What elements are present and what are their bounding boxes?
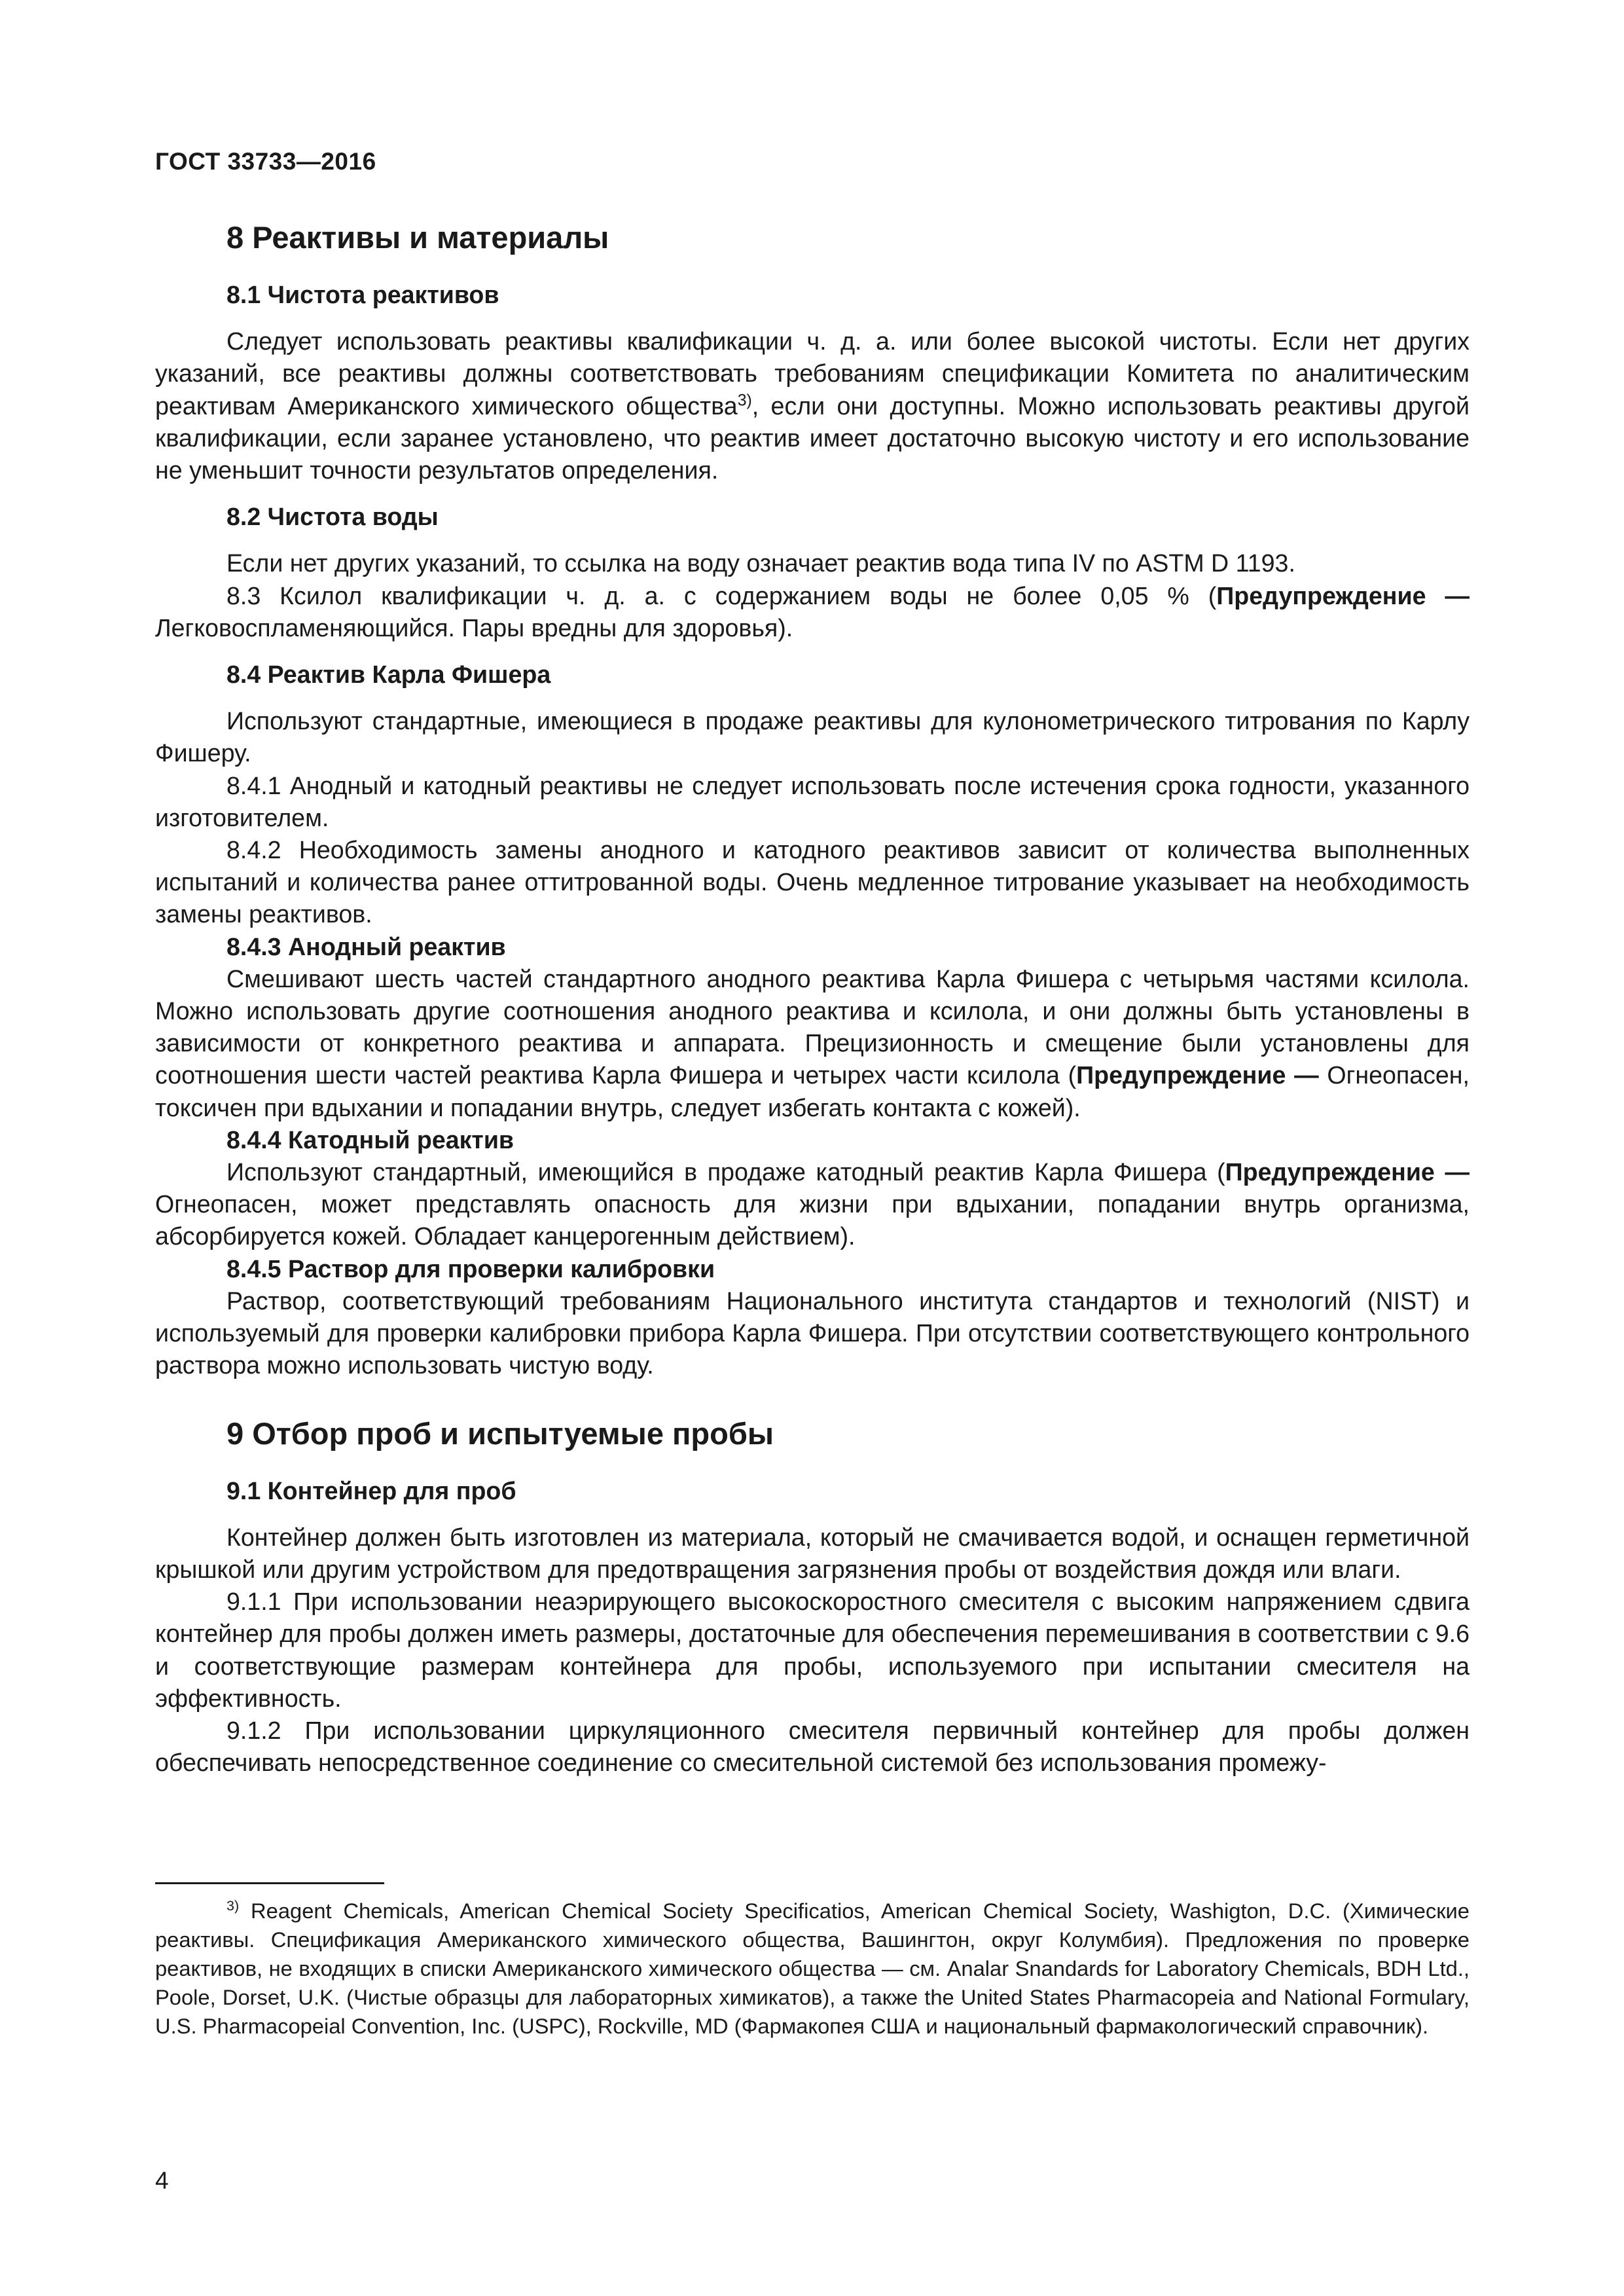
section-8-4-4-warning: Предупреждение — [1225,1158,1470,1186]
section-8-1-text-a: Следует использовать реактивы квалификации ч. д. а. или более высокой чистоты. Если нет других указаний, все реактивы должны соответствовать требованиям спецификации Комитета по аналитическим реактивам Американского химического общества [155,327,1470,420]
section-9-1-1-paragraph: 9.1.1 При использовании неаэрирующего высокоскоростного смесителя с высоким напряжением сдвига контейнер для пробы должен иметь размеры, достаточные для обеспечения перемешивания в соответствии с 9.6 и соответствующие размерам контейнера для пробы, используемого при испытании смесителя на эффективность. [155,1588,1470,1712]
section-8-3-text-a: 8.3 Ксилол квалификации ч. д. а. с содержанием воды не более 0,05 % ( [226,581,1217,610]
section-8-4-3-text-a: Смешивают шесть частей стандартного анодного реактива Карла Фишера с четырьмя частями ксилола. Можно использовать другие соотношения анодного реактива и ксилола, и они должны быть установлены в зависимости от конкретного реактива и аппарата. Прецизионность и смещение были установлены для соотношения шести частей реактива Карла Фишера и четырех части ксилола ( [155,964,1470,1089]
section-8-4-1-paragraph: 8.4.1 Анодный и катодный реактивы не следует использовать после истечения срока годности, указанного изготовителем. [155,771,1470,831]
section-8-4-5-title: 8.4.5 Раствор для проверки калибровки [226,1254,715,1283]
footnote [155,1897,1470,2041]
section-8-3-paragraph [155,580,1470,644]
section-9-1-title: 9.1 Контейнер для проб [226,1476,516,1504]
section-8-4-4-text-b: Огнеопасен, может представлять опасность для жизни при вдыхании, попадании внутрь организма, абсорбируется кожей. Обладает канцерогенным действием). [155,1190,1470,1250]
document-body [155,216,1470,1779]
section-8-title: 8 Реактивы и материалы [226,220,609,255]
section-8-4-4-paragraph [155,1156,1470,1253]
section-8-3-warning: Предупреждение — [1216,581,1470,610]
section-9-title: 9 Отбор проб и испытуемые пробы [226,1415,774,1451]
document-code: ГОСТ 33733—2016 [155,148,376,175]
section-8-1-text-b: , если они доступны. Можно использовать реактивы другой квалификации, если заранее установлено, что реактив имеет достаточно высокую чистоту и его использование не уменьшит точности результатов определения. [155,392,1470,484]
section-8-2-title: 8.2 Чистота воды [226,503,439,531]
section-8-4-2-paragraph: 8.4.2 Необходимость замены анодного и катодного реактивов зависит от количества выполненных испытаний и количества ранее оттитрованной воды. Очень медленное титрование указывает на необходимость замены реактивов. [155,836,1470,928]
section-8-4-paragraph: Используют стандартные, имеющиеся в продаже реактивы для кулонометрического титрования по Карлу Фишеру. [155,707,1470,767]
footnote-ref-mark[interactable]: 3) [737,392,752,410]
section-8-2-paragraph: Если нет других указаний, то ссылка на воду означает реактив вода типа IV по ASTM D 1193. [226,549,1295,577]
section-9-1-paragraph: Контейнер должен быть изготовлен из материала, который не смачивается водой, и оснащен герметичной крышкой или другим устройством для предотвращения загрязнения пробы от воздействия дождя или влаги. [155,1523,1470,1583]
footnote-text: Reagent Chemicals, American Chemical Society Specificatios, American Chemical Society, Washigton, D.C. (Химические реактивы. Спецификация Американского химического общества, Вашингтон, округ Колумбия). Предложения по проверке реактивов, не входящих в списки Американского химического общества — см. Analar Snandards for Laboratory Chemicals, BDH Ltd., Poole, Dorset, U.K. (Чистые образцы для лабораторных химикатов), а также the United States Pharmacopeia and National Formulary, U.S. Pharmacopeial Convention, Inc. (USPC), Rockville, MD (Фармакопея США и национальный фармакологический справочник). [155,1899,1470,2038]
section-8-3-text-b: Легковоспламеняющийся. Пары вредны для здоровья). [155,613,793,642]
section-8-4-5-paragraph: Раствор, соответствующий требованиям Национального института стандартов и технологий (NIST) и используемый для проверки калибровки прибора Карла Фишера. При отсутствии соответствующего контрольного раствора можно использовать чистую воду. [155,1286,1470,1379]
footnote-divider [155,1882,384,1884]
section-8-4-title: 8.4 Реактив Карла Фишера [226,661,551,689]
section-8-4-3-warning: Предупреждение — [1076,1061,1319,1089]
page-number: 4 [155,2167,169,2194]
footnote-mark: 3) [226,1897,240,1914]
section-8-4-3-title: 8.4.3 Анодный реактив [226,932,506,960]
section-8-1-paragraph [155,325,1470,486]
section-8-4-4-title: 8.4.4 Катодный реактив [226,1125,514,1154]
section-8-4-3-paragraph [155,963,1470,1124]
section-8-4-4-text-a: Используют стандартный, имеющийся в продаже катодный реактив Карла Фишера ( [226,1158,1225,1186]
section-8-1-title: 8.1 Чистота реактивов [226,281,499,308]
section-8-4-3-text-b: Огнеопасен, токсичен при вдыхании и попадании внутрь, следует избегать контакта с кожей). [155,1061,1470,1121]
section-9-1-2-paragraph: 9.1.2 При использовании циркуляционного смесителя первичный контейнер для пробы должен обеспечивать непосредственное соединение со смесительной системой без использования промежу- [155,1716,1470,1777]
